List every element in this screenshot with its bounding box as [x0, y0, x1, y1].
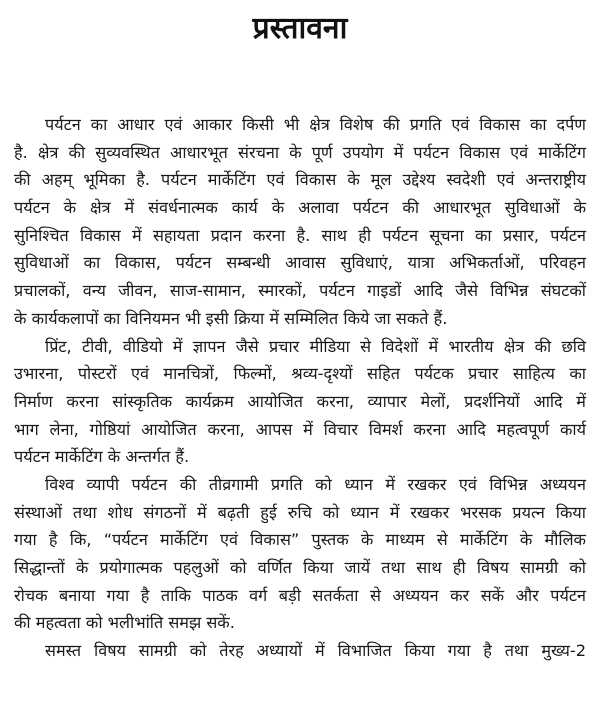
- paragraph-1-line-3: की अहम् भूमिका है. पर्यटन मार्केटिंग एवं विकास के मूल उद्देश्य स्वदेशी एवं अन्तराष्ट्रीय: [14, 170, 586, 190]
- paragraph-4-line-1: समस्त विषय सामग्री को तेरह अध्यायों में विभाजित किया गया है तथा मुख्य-2: [45, 641, 586, 661]
- paragraph-1-line-2: है. क्षेत्र की सुव्यवस्थित आधारभूत संरचना के पूर्ण उपयोग में पर्यटन विकास एवं मार्केटिंग: [14, 142, 586, 162]
- paragraph-1-line-4: पर्यटन के क्षेत्र में संवर्धनात्मक कार्य के अलावा पर्यटन की आधारभूत सुविधाओं के: [14, 198, 586, 218]
- paragraph-1-line-6: सुविधाओं का विकास, पर्यटन सम्बन्धी आवास सुविधाएं, यात्रा अभिकर्ताओं, परिवहन: [14, 253, 586, 273]
- paragraph-2-line-3: निर्माण करना सांस्कृतिक कार्यक्रम आयोजित करना, व्यापार मेलों, प्रदर्शनियों आदि में: [14, 391, 586, 411]
- paragraph-1-line-5: सुनिश्चित विकास में सहायता प्रदान करना है. साथ ही पर्यटन सूचना का प्रसार, पर्यटन: [14, 225, 586, 245]
- paragraph-3-line-6: की महत्वता को भलीभांति समझ सकें.: [14, 613, 235, 633]
- paragraph-2-line-2: उभारना, पोस्टरों एवं मानचित्रों, फिल्मों, श्रव्य-दृश्यों सहित पर्यटक प्रचार साहित्य का: [14, 364, 586, 384]
- paragraph-2-line-5: पर्यटन मार्केटिंग के अन्तर्गत हैं.: [14, 447, 190, 467]
- paragraph-3-line-4: सिद्धान्तों के प्रयोगात्मक पहलुओं को वर्णित किया जायें तथा साथ ही विषय सामग्री को: [14, 558, 586, 577]
- paragraph-2-line-4: भाग लेना, गोष्ठियां आयोजित करना, आपस में विचार विमर्श करना आदि महत्वपूर्ण कार्य: [14, 419, 586, 439]
- body-text: [14, 111, 586, 665]
- paragraph-1-line-7: प्रचालकों, वन्य जीवन, साज-सामान, स्मारकों, पर्यटन गाइडों आदि जैसे विभिन्न संघटकों: [14, 281, 586, 301]
- paragraph-3-line-1: विश्व व्यापी पर्यटन की तीव्रगामी प्रगति को ध्यान में रखकर एवं विभिन्न अध्ययन: [45, 474, 586, 494]
- paragraph-3-line-3: गया है कि, “पर्यटन मार्केटिंग एवं विकास” पुस्तक के माध्यम से मार्केटिंग के मौलिक: [14, 530, 586, 550]
- paragraph-1-line-1: पर्यटन का आधार एवं आकार किसी भी क्षेत्र विशेष की प्रगति एवं विकास का दर्पण: [45, 115, 586, 134]
- page-title: प्रस्तावना: [252, 11, 348, 46]
- paragraph-3-line-2: संस्थाओं तथा शोध संगठनों में बढ़ती हुई रुचि को ध्यान में रखकर भरसक प्रयत्न किया: [14, 502, 586, 522]
- paragraph-3-line-5: रोचक बनाया गया है ताकि पाठक वर्ग बड़ी सतर्कता से अध्ययन कर सकें और पर्यटन: [14, 585, 586, 605]
- paragraph-1-line-8: के कार्यकलापों का विनियमन भी इसी क्रिया में सम्मिलित किये जा सकते हैं.: [14, 308, 448, 328]
- paragraph-2-line-1: प्रिंट, टीवी, वीडियो में ज्ञापन जैसे प्रचार मीडिया से विदेशों में भारतीय क्षेत्र की छवि: [45, 336, 586, 356]
